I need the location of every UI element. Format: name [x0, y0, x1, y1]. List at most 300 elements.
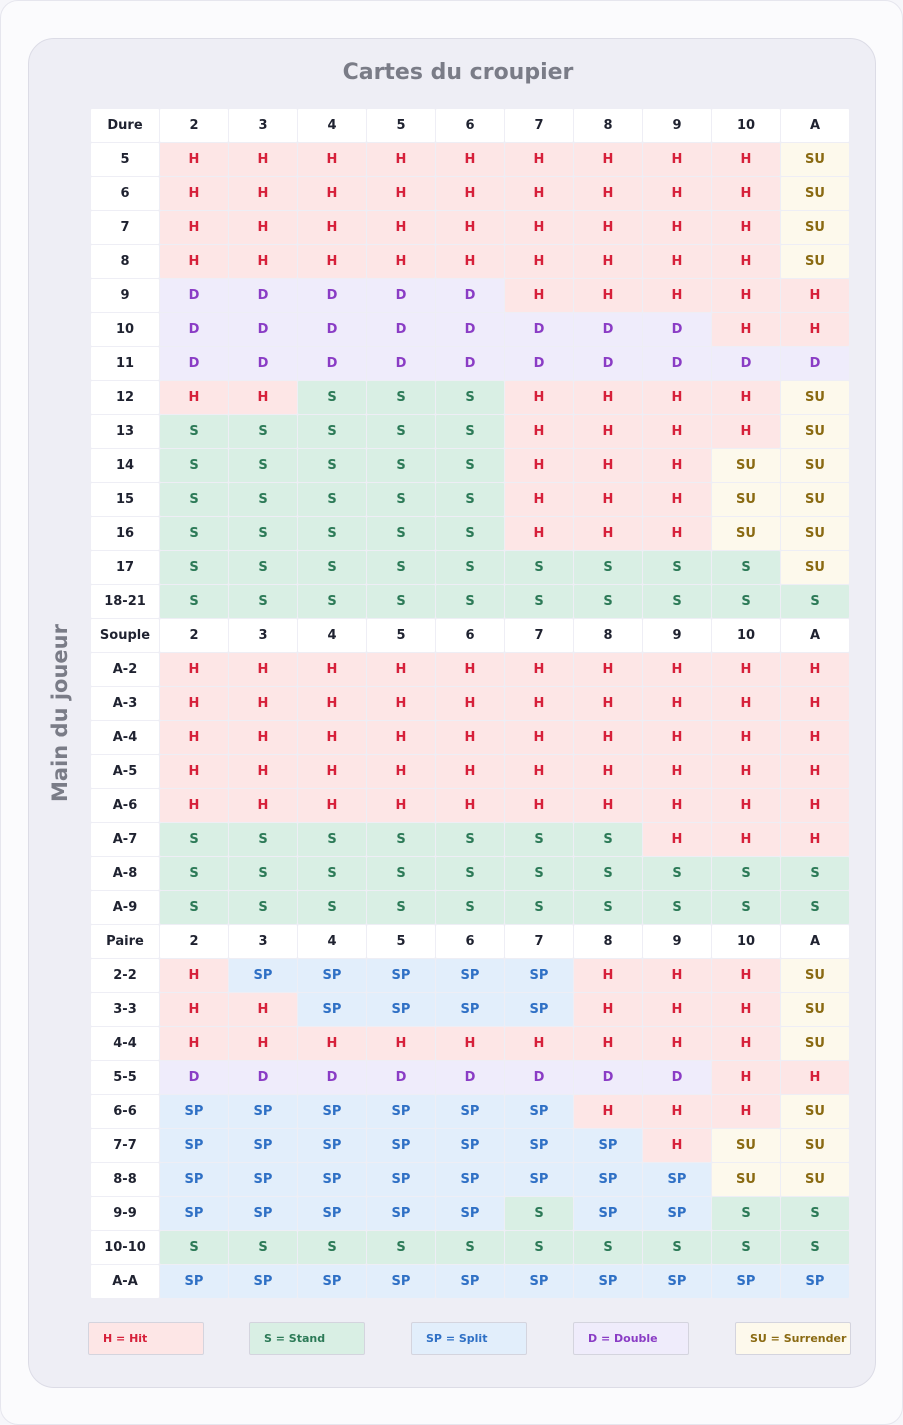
action-cell: SP	[505, 959, 573, 992]
action-cell: H	[298, 177, 366, 210]
action-cell: SP	[367, 993, 435, 1026]
dealer-card-header: 9	[643, 925, 711, 958]
action-cell: D	[505, 1061, 573, 1094]
dealer-card-header: 3	[229, 109, 297, 142]
dealer-card-header: 6	[436, 109, 504, 142]
action-cell: H	[643, 449, 711, 482]
action-cell: S	[436, 551, 504, 584]
action-cell: S	[436, 857, 504, 890]
action-cell: H	[712, 721, 780, 754]
action-cell: SU	[712, 449, 780, 482]
action-cell: H	[712, 245, 780, 278]
action-cell: H	[781, 1061, 849, 1094]
action-cell: H	[574, 653, 642, 686]
action-cell: H	[574, 1095, 642, 1128]
action-cell: D	[229, 347, 297, 380]
action-cell: SP	[160, 1265, 228, 1298]
player-hand-label: A-9	[91, 891, 159, 924]
player-hand-label: 9	[91, 279, 159, 312]
action-cell: S	[229, 1231, 297, 1264]
dealer-card-header: 5	[367, 925, 435, 958]
action-cell: SP	[298, 993, 366, 1026]
dealer-card-header: 5	[367, 619, 435, 652]
action-cell: S	[436, 517, 504, 550]
action-cell: D	[505, 347, 573, 380]
action-cell: H	[574, 993, 642, 1026]
action-cell: H	[781, 721, 849, 754]
action-cell: H	[160, 993, 228, 1026]
action-cell: S	[436, 483, 504, 516]
action-cell: SU	[781, 449, 849, 482]
player-hand-label: 11	[91, 347, 159, 380]
dealer-card-header: 6	[436, 925, 504, 958]
section-header-label: Dure	[91, 109, 159, 142]
action-cell: S	[643, 891, 711, 924]
action-cell: D	[574, 313, 642, 346]
action-cell: H	[367, 755, 435, 788]
action-cell: S	[160, 857, 228, 890]
action-cell: H	[367, 211, 435, 244]
action-cell: SP	[781, 1265, 849, 1298]
action-cell: S	[367, 415, 435, 448]
player-hand-label: 7-7	[91, 1129, 159, 1162]
legend-item: SP = Split	[411, 1322, 527, 1355]
action-cell: H	[505, 211, 573, 244]
action-cell: SU	[781, 1095, 849, 1128]
action-cell: D	[367, 347, 435, 380]
action-cell: S	[367, 857, 435, 890]
action-cell: S	[505, 1231, 573, 1264]
player-hand-label: 6	[91, 177, 159, 210]
action-cell: H	[781, 653, 849, 686]
action-cell: SP	[574, 1129, 642, 1162]
action-cell: S	[505, 585, 573, 618]
action-cell: H	[505, 755, 573, 788]
action-cell: S	[229, 857, 297, 890]
action-cell: SP	[367, 1095, 435, 1128]
legend-item: H = Hit	[88, 1322, 204, 1355]
action-cell: D	[298, 313, 366, 346]
action-cell: H	[160, 959, 228, 992]
player-hand-label: 4-4	[91, 1027, 159, 1060]
action-cell: SU	[781, 415, 849, 448]
action-cell: H	[298, 1027, 366, 1060]
action-cell: H	[229, 721, 297, 754]
action-cell: H	[229, 381, 297, 414]
player-hand-label: A-3	[91, 687, 159, 720]
action-cell: H	[643, 517, 711, 550]
action-cell: H	[298, 755, 366, 788]
action-cell: S	[574, 857, 642, 890]
action-cell: H	[298, 143, 366, 176]
action-cell: H	[298, 653, 366, 686]
action-cell: S	[436, 891, 504, 924]
action-cell: D	[229, 279, 297, 312]
action-cell: H	[574, 415, 642, 448]
legend-item: S = Stand	[249, 1322, 365, 1355]
action-cell: SP	[298, 1163, 366, 1196]
action-cell: H	[229, 245, 297, 278]
action-cell: H	[781, 789, 849, 822]
action-cell: H	[712, 381, 780, 414]
action-cell: H	[643, 177, 711, 210]
action-cell: D	[298, 1061, 366, 1094]
action-cell: SP	[367, 1197, 435, 1230]
chart-title: Cartes du croupier	[342, 60, 574, 85]
action-cell: SP	[298, 959, 366, 992]
action-cell: SP	[643, 1197, 711, 1230]
action-cell: H	[574, 143, 642, 176]
side-axis-label: Main du joueur	[48, 624, 72, 802]
player-hand-label: A-5	[91, 755, 159, 788]
action-cell: D	[574, 347, 642, 380]
action-cell: H	[643, 653, 711, 686]
action-cell: S	[436, 823, 504, 856]
action-cell: H	[160, 1027, 228, 1060]
action-cell: S	[298, 823, 366, 856]
action-cell: H	[505, 721, 573, 754]
action-cell: H	[505, 687, 573, 720]
action-cell: SP	[229, 1265, 297, 1298]
action-cell: H	[781, 755, 849, 788]
dealer-card-header: A	[781, 619, 849, 652]
action-cell: H	[712, 1027, 780, 1060]
action-cell: S	[160, 551, 228, 584]
action-cell: S	[574, 585, 642, 618]
player-hand-label: 15	[91, 483, 159, 516]
action-cell: H	[781, 279, 849, 312]
action-cell: S	[712, 1231, 780, 1264]
action-cell: D	[367, 313, 435, 346]
action-cell: S	[436, 449, 504, 482]
action-cell: S	[229, 415, 297, 448]
player-hand-label: 9-9	[91, 1197, 159, 1230]
action-cell: D	[160, 1061, 228, 1094]
action-cell: S	[505, 1197, 573, 1230]
action-cell: H	[643, 245, 711, 278]
action-cell: S	[229, 551, 297, 584]
action-cell: H	[643, 483, 711, 516]
action-cell: H	[643, 755, 711, 788]
action-cell: S	[712, 857, 780, 890]
action-cell: S	[781, 857, 849, 890]
action-cell: H	[574, 721, 642, 754]
action-cell: S	[229, 585, 297, 618]
dealer-card-header: 3	[229, 619, 297, 652]
dealer-card-header: 7	[505, 925, 573, 958]
action-cell: H	[574, 177, 642, 210]
action-cell: D	[574, 1061, 642, 1094]
action-cell: H	[574, 959, 642, 992]
dealer-card-header: 8	[574, 619, 642, 652]
action-cell: H	[643, 721, 711, 754]
action-cell: S	[436, 381, 504, 414]
action-cell: SU	[781, 1027, 849, 1060]
action-cell: SP	[436, 1265, 504, 1298]
action-cell: S	[367, 449, 435, 482]
action-cell: SP	[712, 1265, 780, 1298]
action-cell: H	[505, 1027, 573, 1060]
player-hand-label: 12	[91, 381, 159, 414]
action-cell: SP	[574, 1163, 642, 1196]
action-cell: S	[712, 891, 780, 924]
action-cell: S	[643, 857, 711, 890]
action-cell: H	[643, 993, 711, 1026]
dealer-card-header: A	[781, 925, 849, 958]
player-hand-label: A-7	[91, 823, 159, 856]
action-cell: H	[229, 755, 297, 788]
action-cell: D	[643, 1061, 711, 1094]
action-cell: D	[436, 279, 504, 312]
player-hand-label: 3-3	[91, 993, 159, 1026]
action-cell: S	[505, 551, 573, 584]
action-cell: H	[160, 687, 228, 720]
action-cell: D	[505, 313, 573, 346]
action-cell: H	[712, 823, 780, 856]
action-cell: S	[367, 381, 435, 414]
action-cell: S	[781, 585, 849, 618]
action-cell: S	[298, 857, 366, 890]
action-cell: S	[367, 585, 435, 618]
action-cell: H	[367, 687, 435, 720]
action-cell: H	[712, 1061, 780, 1094]
action-cell: H	[712, 993, 780, 1026]
action-cell: SP	[505, 993, 573, 1026]
action-cell: D	[781, 347, 849, 380]
action-cell: S	[367, 823, 435, 856]
action-cell: SP	[574, 1265, 642, 1298]
action-cell: S	[505, 823, 573, 856]
action-cell: D	[298, 279, 366, 312]
action-cell: SP	[298, 1095, 366, 1128]
action-cell: SU	[781, 993, 849, 1026]
action-cell: H	[298, 721, 366, 754]
action-cell: H	[160, 653, 228, 686]
action-cell: SU	[781, 1163, 849, 1196]
action-cell: H	[367, 245, 435, 278]
action-cell: D	[712, 347, 780, 380]
action-cell: H	[436, 687, 504, 720]
action-cell: D	[436, 347, 504, 380]
action-cell: D	[298, 347, 366, 380]
action-cell: H	[436, 245, 504, 278]
action-cell: D	[160, 313, 228, 346]
action-cell: S	[643, 585, 711, 618]
action-cell: H	[436, 789, 504, 822]
action-cell: SP	[229, 1163, 297, 1196]
action-cell: H	[643, 381, 711, 414]
action-cell: H	[643, 687, 711, 720]
action-cell: H	[505, 517, 573, 550]
section-header-label: Paire	[91, 925, 159, 958]
action-cell: S	[229, 449, 297, 482]
action-cell: S	[574, 551, 642, 584]
action-cell: H	[712, 687, 780, 720]
action-cell: H	[436, 211, 504, 244]
action-cell: SP	[505, 1129, 573, 1162]
action-cell: SP	[160, 1129, 228, 1162]
action-cell: SP	[160, 1197, 228, 1230]
action-cell: H	[160, 143, 228, 176]
action-cell: H	[574, 245, 642, 278]
action-cell: S	[574, 891, 642, 924]
action-cell: H	[298, 789, 366, 822]
action-cell: H	[436, 653, 504, 686]
player-hand-label: 16	[91, 517, 159, 550]
action-cell: D	[229, 1061, 297, 1094]
action-cell: H	[574, 1027, 642, 1060]
player-hand-label: A-4	[91, 721, 159, 754]
dealer-card-header: 6	[436, 619, 504, 652]
action-cell: H	[505, 143, 573, 176]
action-cell: SP	[505, 1095, 573, 1128]
dealer-card-header: 2	[160, 925, 228, 958]
action-cell: S	[643, 551, 711, 584]
action-cell: H	[160, 721, 228, 754]
action-cell: SP	[160, 1163, 228, 1196]
player-hand-label: 13	[91, 415, 159, 448]
action-cell: S	[298, 415, 366, 448]
dealer-card-header: 8	[574, 925, 642, 958]
dealer-card-header: 2	[160, 109, 228, 142]
action-cell: S	[367, 1231, 435, 1264]
action-cell: SU	[781, 177, 849, 210]
player-hand-label: 18-21	[91, 585, 159, 618]
player-hand-label: A-8	[91, 857, 159, 890]
dealer-card-header: 7	[505, 109, 573, 142]
action-cell: SP	[229, 1095, 297, 1128]
dealer-card-header: 3	[229, 925, 297, 958]
action-cell: SU	[781, 1129, 849, 1162]
action-cell: H	[436, 721, 504, 754]
action-cell: H	[367, 1027, 435, 1060]
action-cell: H	[160, 789, 228, 822]
action-cell: SP	[298, 1265, 366, 1298]
player-hand-label: 8-8	[91, 1163, 159, 1196]
action-cell: SU	[712, 483, 780, 516]
player-hand-label: 5-5	[91, 1061, 159, 1094]
action-cell: H	[367, 177, 435, 210]
dealer-card-header: 10	[712, 619, 780, 652]
action-cell: H	[712, 959, 780, 992]
action-cell: SP	[643, 1163, 711, 1196]
action-cell: S	[160, 1231, 228, 1264]
action-cell: H	[160, 177, 228, 210]
action-cell: S	[712, 585, 780, 618]
action-cell: H	[505, 653, 573, 686]
action-cell: H	[160, 245, 228, 278]
action-cell: S	[160, 483, 228, 516]
action-cell: SP	[298, 1197, 366, 1230]
action-cell: H	[712, 1095, 780, 1128]
action-cell: H	[643, 143, 711, 176]
action-cell: S	[298, 1231, 366, 1264]
dealer-card-header: 7	[505, 619, 573, 652]
action-cell: H	[781, 823, 849, 856]
action-cell: H	[712, 755, 780, 788]
action-cell: H	[436, 755, 504, 788]
action-cell: S	[367, 517, 435, 550]
player-hand-label: A-2	[91, 653, 159, 686]
action-cell: H	[574, 789, 642, 822]
dealer-card-header: 10	[712, 925, 780, 958]
dealer-card-header: 5	[367, 109, 435, 142]
action-cell: SP	[505, 1163, 573, 1196]
player-hand-label: 8	[91, 245, 159, 278]
action-cell: H	[436, 177, 504, 210]
action-cell: S	[781, 1197, 849, 1230]
player-hand-label: 10-10	[91, 1231, 159, 1264]
action-cell: H	[781, 313, 849, 346]
action-cell: H	[505, 483, 573, 516]
action-cell: H	[643, 789, 711, 822]
action-cell: SU	[781, 211, 849, 244]
action-cell: H	[229, 687, 297, 720]
action-cell: H	[367, 789, 435, 822]
action-cell: S	[298, 381, 366, 414]
action-cell: S	[298, 483, 366, 516]
action-cell: S	[229, 823, 297, 856]
action-cell: H	[505, 415, 573, 448]
action-cell: S	[367, 891, 435, 924]
action-cell: SP	[436, 959, 504, 992]
action-cell: H	[643, 959, 711, 992]
action-cell: SP	[229, 1197, 297, 1230]
action-cell: S	[298, 551, 366, 584]
action-cell: S	[436, 415, 504, 448]
dealer-card-header: 10	[712, 109, 780, 142]
dealer-card-header: 9	[643, 109, 711, 142]
action-cell: H	[574, 279, 642, 312]
action-cell: S	[229, 517, 297, 550]
legend-item: SU = Surrender	[735, 1322, 851, 1355]
action-cell: S	[712, 1197, 780, 1230]
action-cell: H	[574, 687, 642, 720]
dealer-card-header: 8	[574, 109, 642, 142]
action-cell: H	[367, 653, 435, 686]
action-cell: SP	[367, 1163, 435, 1196]
action-cell: D	[160, 279, 228, 312]
action-cell: D	[367, 1061, 435, 1094]
action-cell: H	[712, 279, 780, 312]
action-cell: S	[229, 483, 297, 516]
action-cell: H	[505, 177, 573, 210]
player-hand-label: 7	[91, 211, 159, 244]
action-cell: H	[436, 1027, 504, 1060]
action-cell: SP	[298, 1129, 366, 1162]
action-cell: S	[505, 857, 573, 890]
action-cell: D	[643, 313, 711, 346]
action-cell: SP	[436, 1197, 504, 1230]
action-cell: H	[712, 415, 780, 448]
action-cell: S	[367, 551, 435, 584]
action-cell: H	[574, 381, 642, 414]
player-hand-label: 6-6	[91, 1095, 159, 1128]
action-cell: SU	[781, 959, 849, 992]
action-cell: S	[712, 551, 780, 584]
action-cell: H	[712, 177, 780, 210]
action-cell: S	[298, 891, 366, 924]
action-cell: H	[574, 517, 642, 550]
action-cell: SP	[160, 1095, 228, 1128]
action-cell: H	[229, 1027, 297, 1060]
player-hand-label: 10	[91, 313, 159, 346]
action-cell: H	[643, 279, 711, 312]
action-cell: H	[643, 1095, 711, 1128]
action-cell: S	[229, 891, 297, 924]
dealer-card-header: 4	[298, 109, 366, 142]
dealer-card-header: 9	[643, 619, 711, 652]
